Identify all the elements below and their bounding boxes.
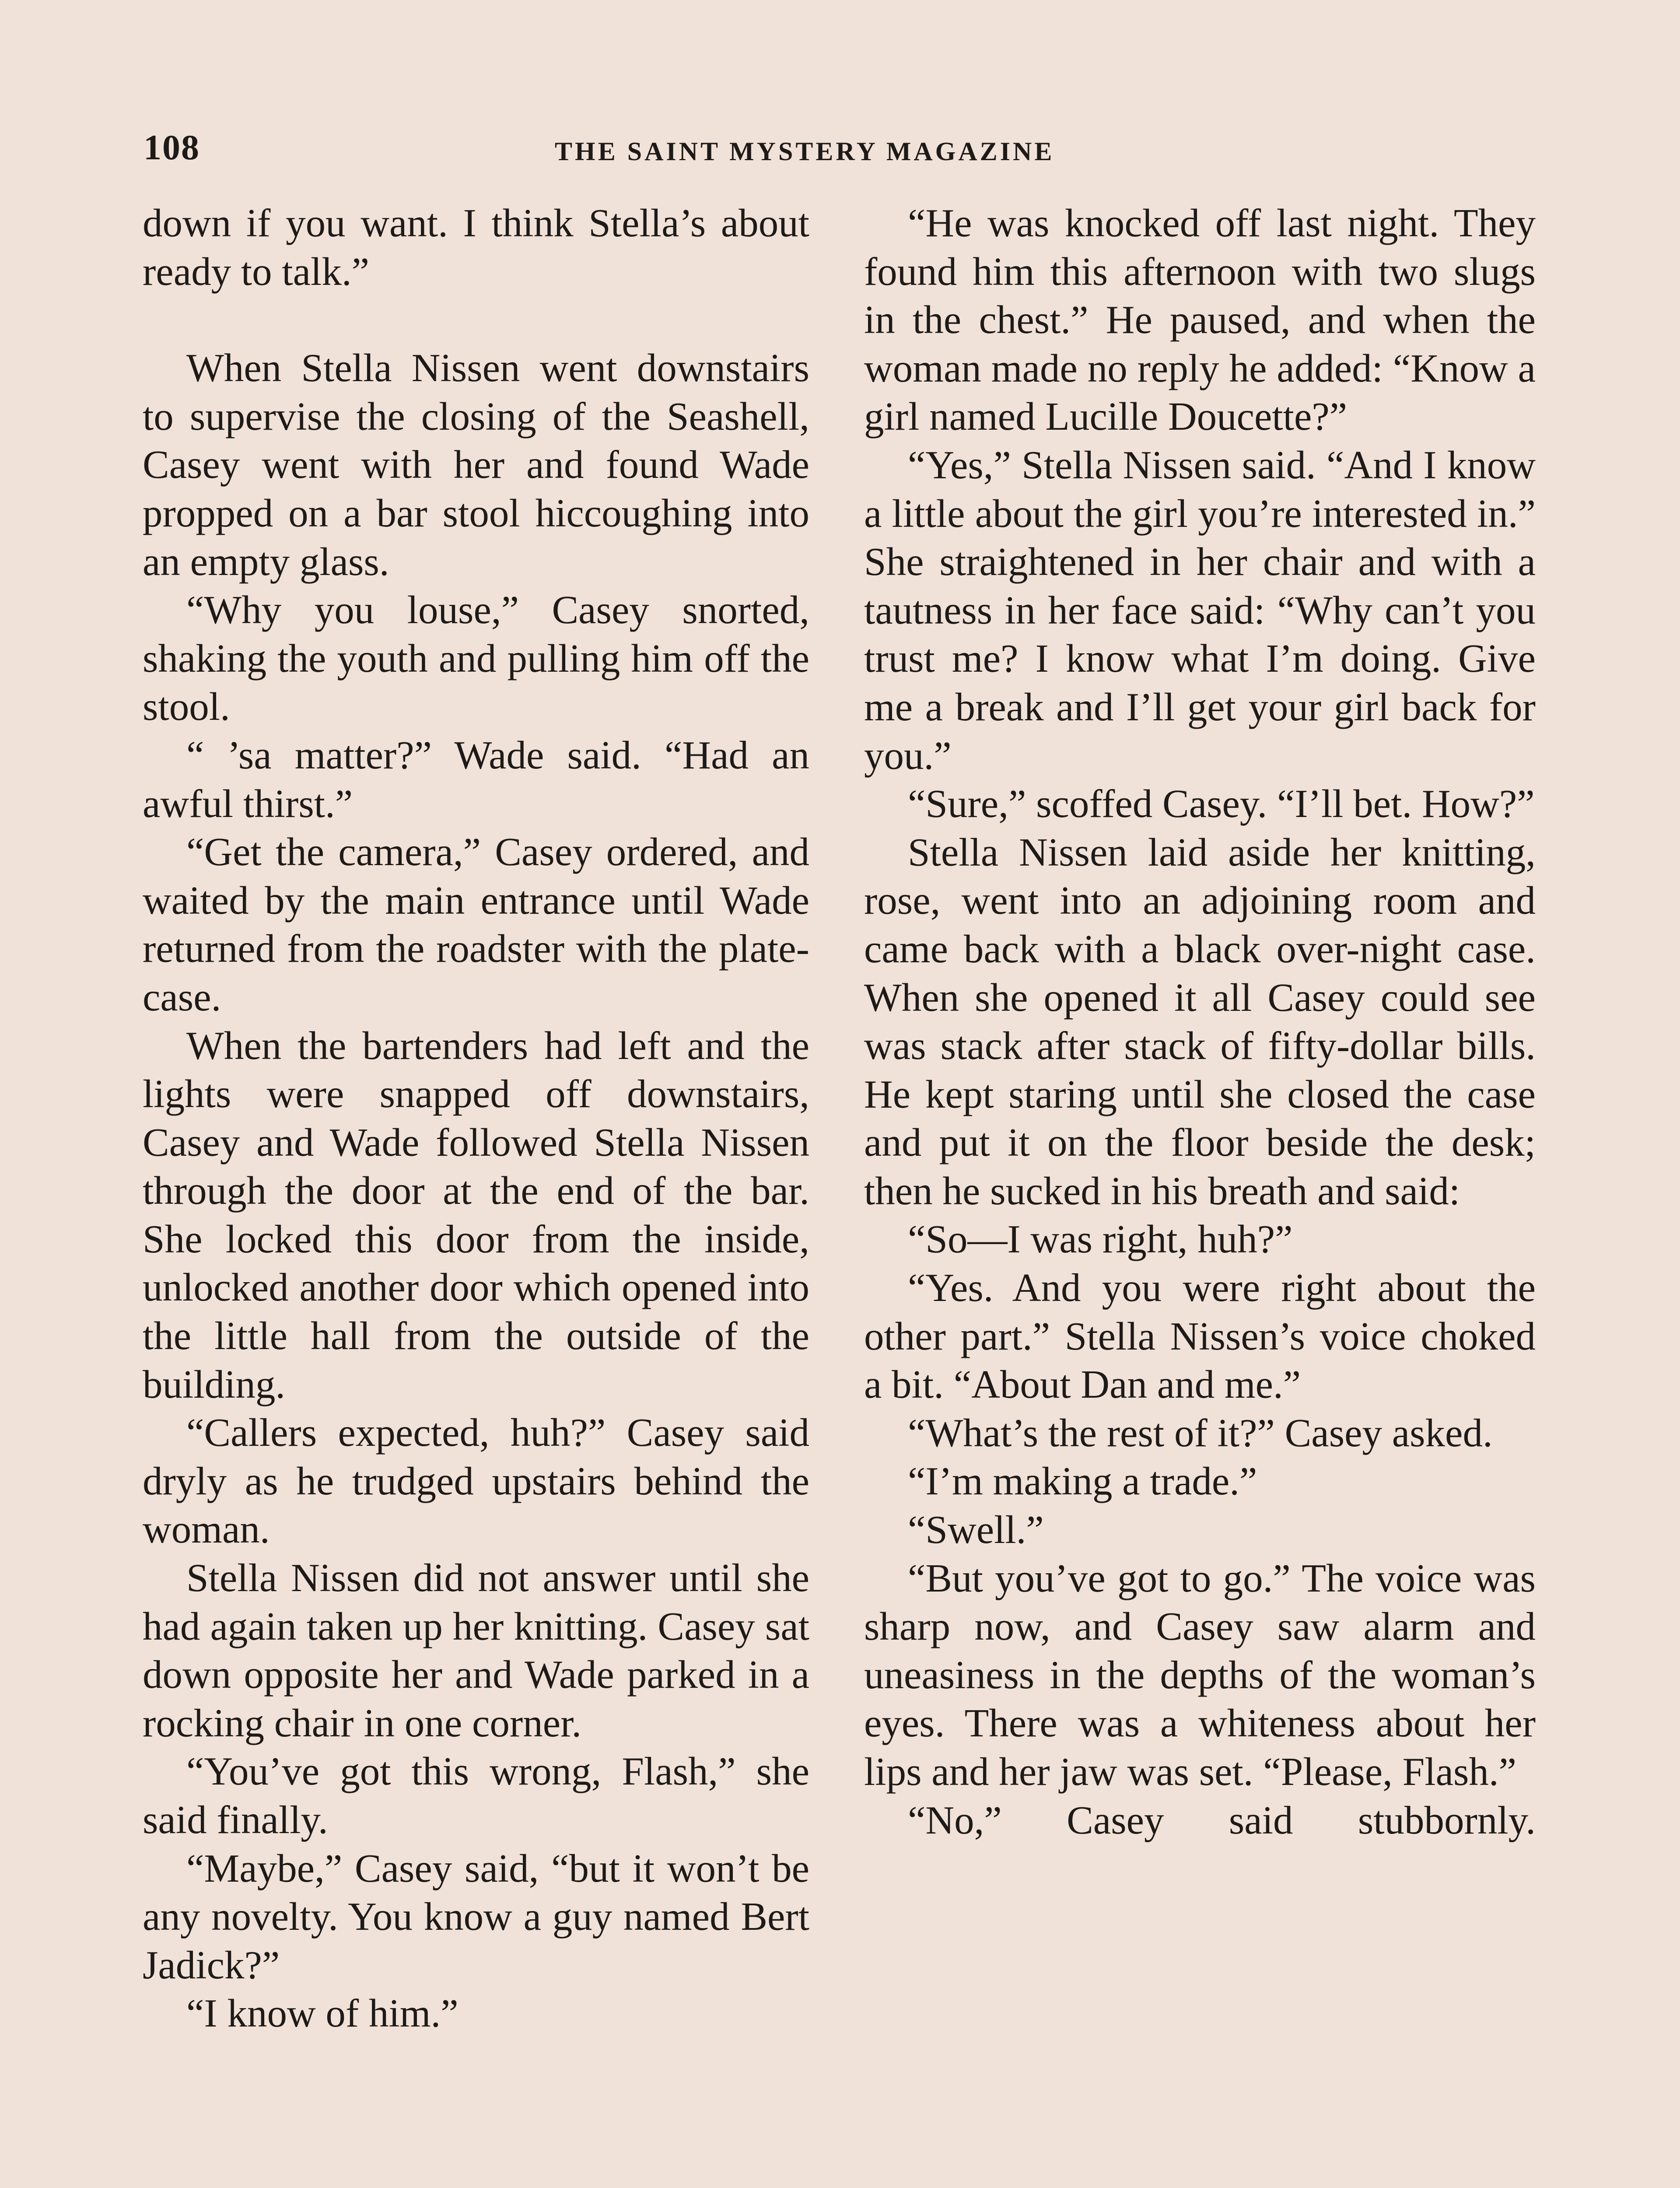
paragraph: “Yes. And you were right about the other part.” Stella Nissen’s voice choked a bit. “About Dan and me.”: [864, 1266, 1536, 1407]
paragraph: “What’s the rest of it?” Casey asked.: [908, 1410, 1493, 1455]
paragraph: “Why you louse,” Casey snorted, shaking the youth and pulling him off the stool.: [143, 588, 809, 729]
paragraph: “You’ve got this wrong, Flash,” she said finally.: [143, 1749, 809, 1842]
paragraph: “Swell.”: [908, 1508, 1044, 1552]
paragraph: “No,” Casey said stubbornly.: [908, 1798, 1536, 1842]
left-column: [143, 199, 809, 2038]
paragraph: “Get the camera,” Casey ordered, and waited by the main entrance until Wade returned from the roadster with the plate-case.: [143, 830, 809, 1019]
paragraph: “I’m making a trade.”: [908, 1459, 1257, 1504]
paragraph: “ ’sa matter?” Wade said. “Had an awful thirst.”: [143, 733, 809, 826]
paragraph: “He was knocked off last night. They found him this afternoon with two slugs in the chest.” He paused, and when the woman made no reply he added: “Know a girl named Lucille Doucette?”: [864, 201, 1536, 439]
paragraph: “Maybe,” Casey said, “but it won’t be any novelty. You know a guy named Bert Jadick?”: [143, 1846, 809, 1987]
paragraph: down if you want. I think Stella’s about ready to talk.”: [143, 201, 809, 294]
paragraph: “Sure,” scoffed Casey. “I’ll bet. How?”: [908, 782, 1535, 826]
paragraph: When Stella Nissen went downstairs to supervise the closing of the Seashell, Casey went with her and found Wade propped on a bar stool hiccoughing into an empty glass.: [143, 346, 809, 584]
paragraph: “Yes,” Stella Nissen said. “And I know a little about the girl you’re interested in.” She straightened in her chair and with a tautness in her face said: “Why can’t you trust me? I know what I’m doing. Give me a break and I’ll get your girl back for you.”: [864, 442, 1536, 778]
paragraph: “But you’ve got to go.” The voice was sharp now, and Casey saw alarm and uneasiness in the depths of the woman’s eyes. There was a whiteness about her lips and her jaw was set. “Please, Flash.”: [864, 1556, 1536, 1794]
paragraph: “Callers expected, huh?” Casey said dryly as he trudged upstairs behind the woman.: [143, 1410, 809, 1552]
paragraph: Stella Nissen did not answer until she had again taken up her knitting. Casey sat down opposite her and Wade parked in a rocking chair in one corner.: [143, 1556, 809, 1745]
page-header: [144, 127, 1535, 175]
paragraph: Stella Nissen laid aside her knitting, rose, went into an adjoining room and came back with a black over-night case. When she opened it all Casey could see was stack after stack of fifty-dollar bills. He kept staring until she closed the case and put it on the floor beside the desk; then he sucked in his breath and said:: [864, 830, 1536, 1213]
right-column: [864, 199, 1536, 1844]
paragraph: “So—I was right, huh?”: [908, 1217, 1293, 1262]
running-head: THE SAINT MYSTERY MAGAZINE: [555, 137, 1055, 166]
page-number: 108: [144, 127, 200, 167]
paragraph: When the bartenders had left and the lights were snapped off downstairs, Casey and Wade followed Stella Nissen through the door at the end of the bar. She locked this door from the inside, unlocked another door which opened into the little hall from the outside of the building.: [143, 1023, 809, 1406]
paragraph: “I know of him.”: [186, 1991, 458, 2036]
